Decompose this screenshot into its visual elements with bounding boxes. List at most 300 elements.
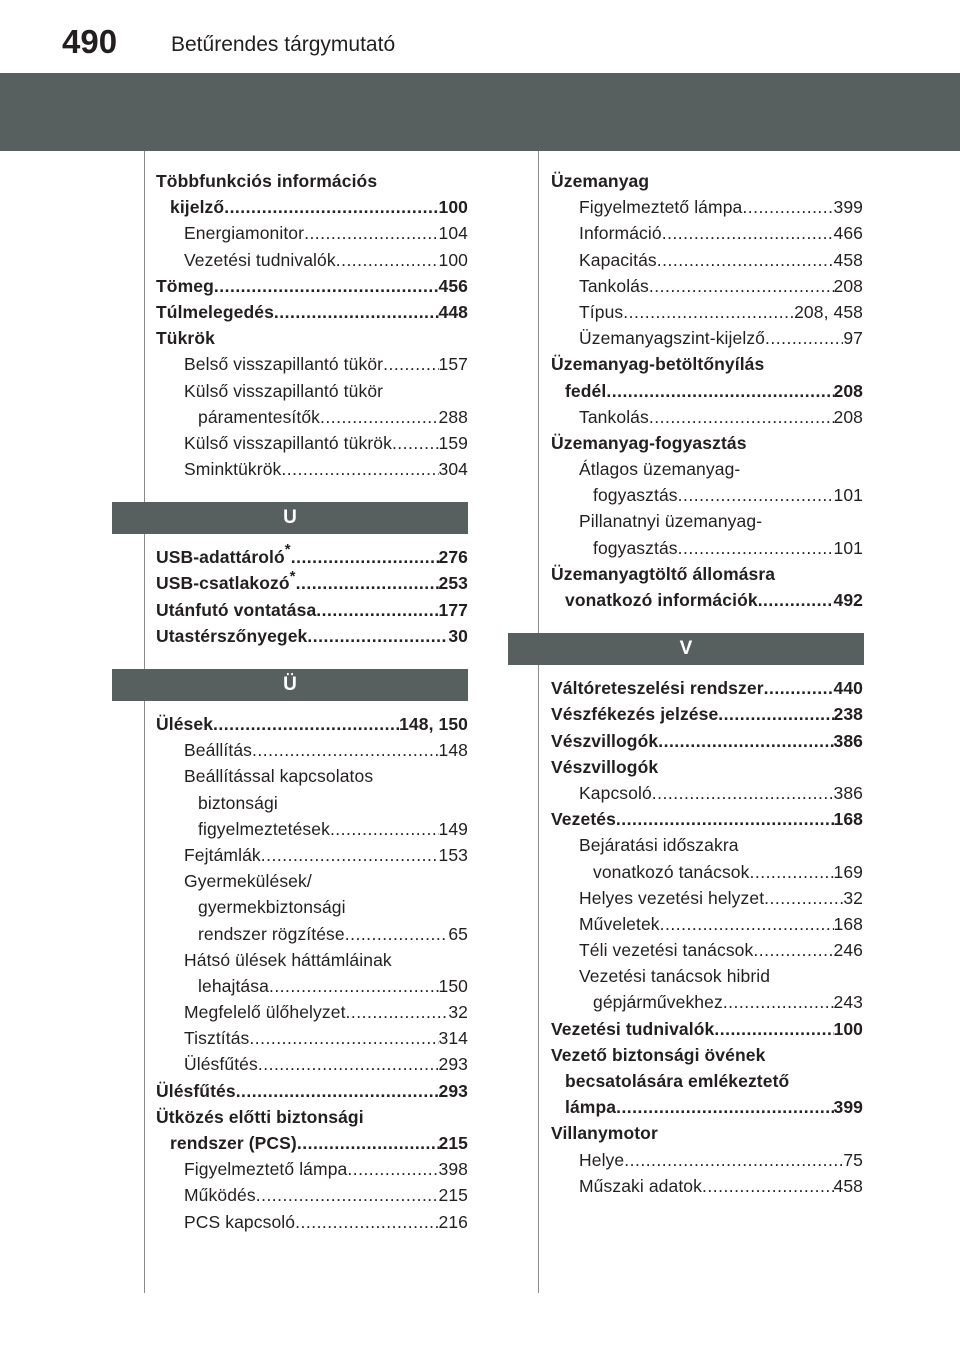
page-reference: 168 [833, 913, 863, 934]
page-reference: 215 [438, 1133, 468, 1153]
dot-leader [236, 1078, 439, 1104]
index-subentry [551, 1173, 863, 1199]
dot-leader [261, 842, 439, 868]
column-divider-middle [538, 151, 539, 1293]
page-reference: 65 [448, 923, 468, 944]
dot-leader [297, 1130, 439, 1156]
index-subentry [551, 482, 863, 508]
dot-leader [623, 299, 794, 325]
dot-leader [758, 587, 834, 613]
entry-term [184, 351, 383, 377]
entry-term [156, 570, 296, 596]
entry-term-text: kijelző [170, 197, 225, 218]
entry-term [593, 535, 678, 561]
index-entry [156, 544, 468, 570]
entry-term [579, 780, 652, 806]
index-entry [551, 728, 863, 754]
entry-term [593, 482, 678, 508]
entry-term [184, 947, 392, 973]
entry-term [198, 816, 330, 842]
index-subentry [551, 456, 863, 482]
entry-term-text: Ülések [156, 714, 214, 734]
entry-term-text: Üzemanyagszint-kijelző [579, 328, 766, 349]
page-reference: 153 [438, 844, 468, 865]
dot-leader [624, 1147, 843, 1173]
dot-leader [662, 220, 834, 246]
index-subentry [551, 535, 863, 561]
entry-term [579, 937, 753, 963]
entry-term-text: Helyes vezetési helyzet [579, 887, 765, 908]
index-column-right [551, 168, 863, 1199]
entry-term [156, 299, 274, 325]
dot-leader [258, 1051, 439, 1077]
index-entry [156, 570, 468, 596]
entry-term-text: Villanymotor [551, 1123, 658, 1144]
page-reference: 148, 150 [399, 714, 468, 734]
section-header [551, 633, 863, 665]
index-entry [156, 1130, 468, 1156]
entry-term [170, 194, 224, 220]
dot-leader [256, 1182, 439, 1208]
index-subentry [156, 247, 468, 273]
index-subentry [156, 378, 468, 404]
index-subentry [551, 859, 863, 885]
dot-leader [291, 544, 439, 570]
entry-term [156, 168, 377, 194]
page-reference: 208 [833, 275, 863, 296]
entry-term [551, 430, 747, 456]
entry-term-text: lehajtása [198, 975, 269, 996]
entry-term [579, 247, 657, 273]
entry-term [184, 456, 281, 482]
entry-term [184, 430, 392, 456]
index-subentry [551, 273, 863, 299]
entry-term [198, 921, 345, 947]
page-reference: 448 [438, 301, 468, 322]
entry-term-text: Belső visszapillantó tükör [184, 354, 384, 375]
index-subentry [156, 404, 468, 430]
page-reference: 150 [438, 975, 468, 996]
entry-term-text: Kapacitás [579, 249, 657, 270]
entry-term-text: fedél [565, 380, 607, 401]
index-subentry [156, 1209, 468, 1235]
entry-term [198, 973, 269, 999]
page-reference: 177 [438, 599, 468, 620]
index-subentry [551, 220, 863, 246]
entry-term-text: vonatkozó információk [565, 590, 758, 610]
entry-term [198, 894, 346, 920]
entry-term [551, 351, 764, 377]
index-subentry [156, 1182, 468, 1208]
page-reference: 100 [438, 197, 468, 218]
dot-leader [658, 728, 833, 754]
dot-leader [753, 937, 833, 963]
page-reference: 386 [833, 782, 863, 803]
section-header [156, 669, 468, 701]
entry-term [579, 194, 742, 220]
index-subentry [156, 351, 468, 377]
index-entry [551, 1042, 863, 1068]
footnote-star: * [284, 544, 291, 559]
entry-term-text: Átlagos üzemanyag- [579, 459, 741, 480]
index-entry [551, 430, 863, 456]
index-entry [551, 168, 863, 194]
entry-term [579, 404, 649, 430]
section-letter: Ü [112, 669, 468, 701]
dot-leader [742, 194, 833, 220]
page-reference: 148 [438, 740, 468, 761]
section-letter: U [112, 502, 468, 534]
entry-term [551, 701, 718, 727]
entry-term [551, 561, 775, 587]
entry-term-text: Ütközés előtti biztonsági [156, 1106, 364, 1127]
page-reference: 399 [833, 1097, 863, 1118]
section-header [156, 502, 468, 534]
page-reference: 456 [438, 275, 468, 296]
entry-term-text: páramentesítők [198, 406, 321, 427]
page-reference: 466 [833, 223, 863, 244]
entry-term [156, 711, 213, 737]
entry-term [184, 1025, 249, 1051]
entry-term [579, 325, 765, 351]
entry-term [184, 1209, 295, 1235]
dot-leader [657, 247, 834, 273]
entry-term [156, 544, 291, 570]
entry-term [184, 220, 304, 246]
dot-leader [649, 273, 834, 299]
entry-term [184, 378, 383, 404]
entry-term-text: Külső visszapillantó tükör [184, 380, 384, 401]
index-subentry [551, 1147, 863, 1173]
dot-leader [606, 378, 833, 404]
page-reference: 100 [438, 249, 468, 270]
entry-term-text: Műveletek [579, 913, 660, 934]
column-divider-left [144, 151, 145, 1293]
entry-term-text: Tömeg [156, 275, 214, 296]
entry-term-text: figyelmeztetések [198, 818, 330, 839]
index-subentry [156, 1051, 468, 1077]
dot-leader [336, 247, 439, 273]
index-entry [551, 351, 863, 377]
entry-term-text: Tisztítás [184, 1028, 250, 1049]
index-subentry [156, 1156, 468, 1182]
page-reference: 246 [833, 940, 863, 961]
entry-term [579, 911, 660, 937]
entry-term [156, 1104, 364, 1130]
index-subentry [551, 832, 863, 858]
entry-term-text: biztonsági [198, 792, 278, 813]
dot-leader [392, 430, 439, 456]
entry-term-text: Üzemanyagtöltő állomásra [551, 563, 776, 584]
index-subentry [551, 937, 863, 963]
entry-term-text: lámpa [565, 1097, 617, 1118]
entry-term-text: Figyelmeztető lámpa [184, 1159, 348, 1180]
entry-term-text: Vezetési tudnivalók [184, 249, 336, 270]
entry-term [565, 1094, 616, 1120]
index-subentry [551, 780, 863, 806]
index-subentry [551, 194, 863, 220]
index-entry [551, 1016, 863, 1042]
entry-term [579, 456, 740, 482]
entry-term-text: Ülésfűtés [156, 1080, 236, 1101]
entry-term-text: Üzemanyag-fogyasztás [551, 432, 747, 453]
entry-term-text: Vezetés [551, 809, 616, 830]
header-band [0, 73, 960, 151]
entry-term [579, 963, 770, 989]
index-entry [551, 675, 863, 701]
dot-leader [347, 1156, 438, 1182]
entry-term [593, 859, 749, 885]
entry-term-text: Többfunkciós információs [156, 171, 378, 191]
dot-leader [213, 711, 399, 737]
page-reference: 386 [833, 730, 863, 751]
index-column-left [156, 168, 468, 1235]
entry-term-text: fogyasztás [593, 537, 678, 558]
entry-term-text: fogyasztás [593, 485, 678, 506]
entry-term-text: Külső visszapillantó tükrök [184, 432, 392, 453]
index-entry [156, 194, 468, 220]
entry-term-text: Hátsó ülések háttámláinak [184, 949, 392, 970]
entry-term [551, 728, 658, 754]
dot-leader [346, 999, 449, 1025]
entry-term [551, 1042, 765, 1068]
entry-term [184, 842, 261, 868]
dot-leader [383, 351, 438, 377]
page-reference: 288 [438, 406, 468, 427]
entry-term [551, 754, 658, 780]
page-reference: 238 [833, 704, 863, 725]
entry-term-text: Beállítással kapcsolatos [184, 766, 374, 787]
entry-term-text: Üzemanyag-betöltőnyílás [551, 354, 765, 375]
entry-term-text: Figyelmeztető lámpa [579, 197, 743, 218]
page-reference: 398 [438, 1159, 468, 1180]
page-reference: 208, 458 [794, 301, 863, 322]
dot-leader [252, 737, 438, 763]
entry-term [184, 1051, 258, 1077]
index-subentry [551, 325, 863, 351]
page-reference: 101 [833, 537, 863, 558]
page-reference: 75 [843, 1149, 863, 1170]
entry-term [551, 1016, 714, 1042]
index-entry [551, 587, 863, 613]
entry-term-text: Túlmelegedés [156, 301, 274, 322]
entry-term [579, 299, 623, 325]
entry-term [579, 220, 662, 246]
page-reference: 216 [438, 1211, 468, 1232]
page-reference: 208 [833, 380, 863, 401]
index-subentry [156, 842, 468, 868]
index-subentry [156, 973, 468, 999]
index-entry [551, 754, 863, 780]
entry-term-text: Fejtámlák [184, 844, 261, 865]
index-subentry [156, 790, 468, 816]
section-letter: V [508, 633, 864, 665]
dot-leader [764, 675, 834, 701]
page-reference: 293 [438, 1054, 468, 1075]
dot-leader [718, 701, 833, 727]
page-reference: 243 [833, 992, 863, 1013]
entry-term-text: Vezetési tudnivalók [551, 1018, 715, 1039]
page-reference: 492 [833, 590, 863, 610]
dot-leader [649, 404, 834, 430]
dot-leader [330, 816, 439, 842]
page-reference: 32 [448, 1002, 468, 1023]
entry-term [156, 325, 215, 351]
index-subentry [156, 737, 468, 763]
entry-term [156, 597, 316, 623]
index-entry [156, 1078, 468, 1104]
entry-term-text: Tankolás [579, 275, 649, 296]
entry-term [579, 1147, 624, 1173]
entry-term-text: Ülésfűtés [184, 1054, 258, 1075]
entry-term [579, 885, 764, 911]
dot-leader [281, 456, 438, 482]
entry-term-text: Téli vezetési tanácsok [579, 940, 754, 961]
page-reference: 30 [448, 625, 468, 646]
dot-leader [296, 570, 439, 596]
entry-term-text: Megfelelő ülőhelyzet [184, 1002, 346, 1023]
page-reference: 276 [438, 547, 468, 568]
entry-term [184, 737, 252, 763]
entry-term-text: gépjárművekhez [593, 992, 723, 1013]
dot-leader [652, 780, 834, 806]
entry-term-text: gyermekbiztonsági [198, 897, 346, 918]
index-entry [156, 168, 468, 194]
entry-term [565, 378, 606, 404]
index-entry [551, 701, 863, 727]
index-entry [156, 597, 468, 623]
index-subentry [551, 963, 863, 989]
entry-term-text: Működés [184, 1185, 256, 1206]
entry-term [593, 989, 723, 1015]
entry-term-text: becsatolására emlékeztető [565, 1071, 790, 1091]
page-reference: 314 [438, 1028, 468, 1049]
entry-term-text: Tükrök [156, 328, 215, 349]
index-entry [156, 325, 468, 351]
entry-term [198, 404, 320, 430]
entry-term [184, 1156, 347, 1182]
index-subentry [156, 999, 468, 1025]
dot-leader [214, 273, 439, 299]
index-subentry [156, 1025, 468, 1051]
page-reference: 149 [438, 818, 468, 839]
page-header [0, 0, 960, 66]
entry-term-text: rendszer rögzítése [198, 923, 345, 944]
index-subentry [156, 430, 468, 456]
index-entry [156, 273, 468, 299]
page-reference: 215 [438, 1185, 468, 1206]
entry-term-text: Bejáratási időszakra [579, 835, 739, 856]
index-subentry [156, 894, 468, 920]
dot-leader [714, 1016, 833, 1042]
entry-term-text: Pillanatnyi üzemanyag- [579, 511, 763, 532]
index-entry [551, 1120, 863, 1146]
entry-term-text: Vészfékezés jelzése [551, 704, 719, 725]
dot-leader [249, 1025, 438, 1051]
page-reference: 104 [438, 223, 468, 244]
dot-leader [616, 806, 834, 832]
page-reference: 32 [843, 887, 863, 908]
page-reference: 168 [833, 809, 863, 830]
page-reference: 293 [438, 1080, 468, 1101]
entry-term [579, 273, 649, 299]
index-subentry [551, 247, 863, 273]
index-subentry [156, 220, 468, 246]
entry-term [184, 1182, 256, 1208]
dot-leader [764, 885, 843, 911]
page-reference: 157 [438, 354, 468, 375]
index-subentry [551, 885, 863, 911]
index-entry [156, 623, 468, 649]
index-subentry [156, 816, 468, 842]
entry-term [579, 508, 762, 534]
index-subentry [156, 763, 468, 789]
index-entry [156, 299, 468, 325]
dot-leader [224, 194, 438, 220]
dot-leader [320, 404, 438, 430]
page-reference: 169 [833, 861, 863, 882]
entry-term [551, 675, 764, 701]
index-subentry [156, 947, 468, 973]
index-subentry [156, 921, 468, 947]
entry-term-text: Típus [579, 301, 624, 322]
index-subentry [551, 404, 863, 430]
dot-leader [307, 623, 448, 649]
index-entry [551, 1094, 863, 1120]
entry-term-text: Kapcsoló [579, 782, 652, 803]
entry-term [184, 868, 312, 894]
index-entry [551, 806, 863, 832]
page-reference: 458 [833, 249, 863, 270]
dot-leader [295, 1209, 438, 1235]
page-number: 490 [62, 23, 118, 60]
index-subentry [156, 868, 468, 894]
page-reference: 100 [833, 1018, 863, 1039]
entry-term [198, 790, 278, 816]
dot-leader [678, 482, 834, 508]
entry-term [551, 806, 616, 832]
entry-term-text: USB-adattároló [156, 547, 285, 568]
entry-term-text: Vészvillogók [551, 756, 659, 777]
entry-term [579, 832, 739, 858]
index-subentry [156, 456, 468, 482]
page-reference: 159 [438, 432, 468, 453]
entry-term-text: Helye [579, 1149, 625, 1170]
index-entry [551, 561, 863, 587]
dot-leader [345, 921, 449, 947]
page-reference: 304 [438, 459, 468, 480]
entry-term-text: Utánfutó vontatása [156, 599, 317, 620]
entry-term-text: Utastérszőnyegek [156, 625, 308, 646]
entry-term-text: USB-csatlakozó [156, 573, 290, 594]
footnote-star: * [289, 570, 296, 585]
page-reference: 458 [833, 1175, 863, 1196]
dot-leader [723, 989, 834, 1015]
entry-term-text: Üzemanyag [551, 171, 650, 191]
entry-term-text: Vezető biztonsági övének [551, 1044, 766, 1065]
dot-leader [749, 859, 833, 885]
entry-term [551, 168, 649, 194]
entry-term-text: Információ [579, 223, 662, 244]
dot-leader [316, 597, 438, 623]
entry-term-text: PCS kapcsoló [184, 1211, 296, 1232]
entry-term-text: Műszaki adatok [579, 1175, 702, 1196]
entry-term [184, 999, 346, 1025]
dot-leader [660, 911, 834, 937]
dot-leader [274, 299, 439, 325]
dot-leader [678, 535, 834, 561]
entry-term-text: Váltóreteszelési rendszer [551, 678, 764, 699]
